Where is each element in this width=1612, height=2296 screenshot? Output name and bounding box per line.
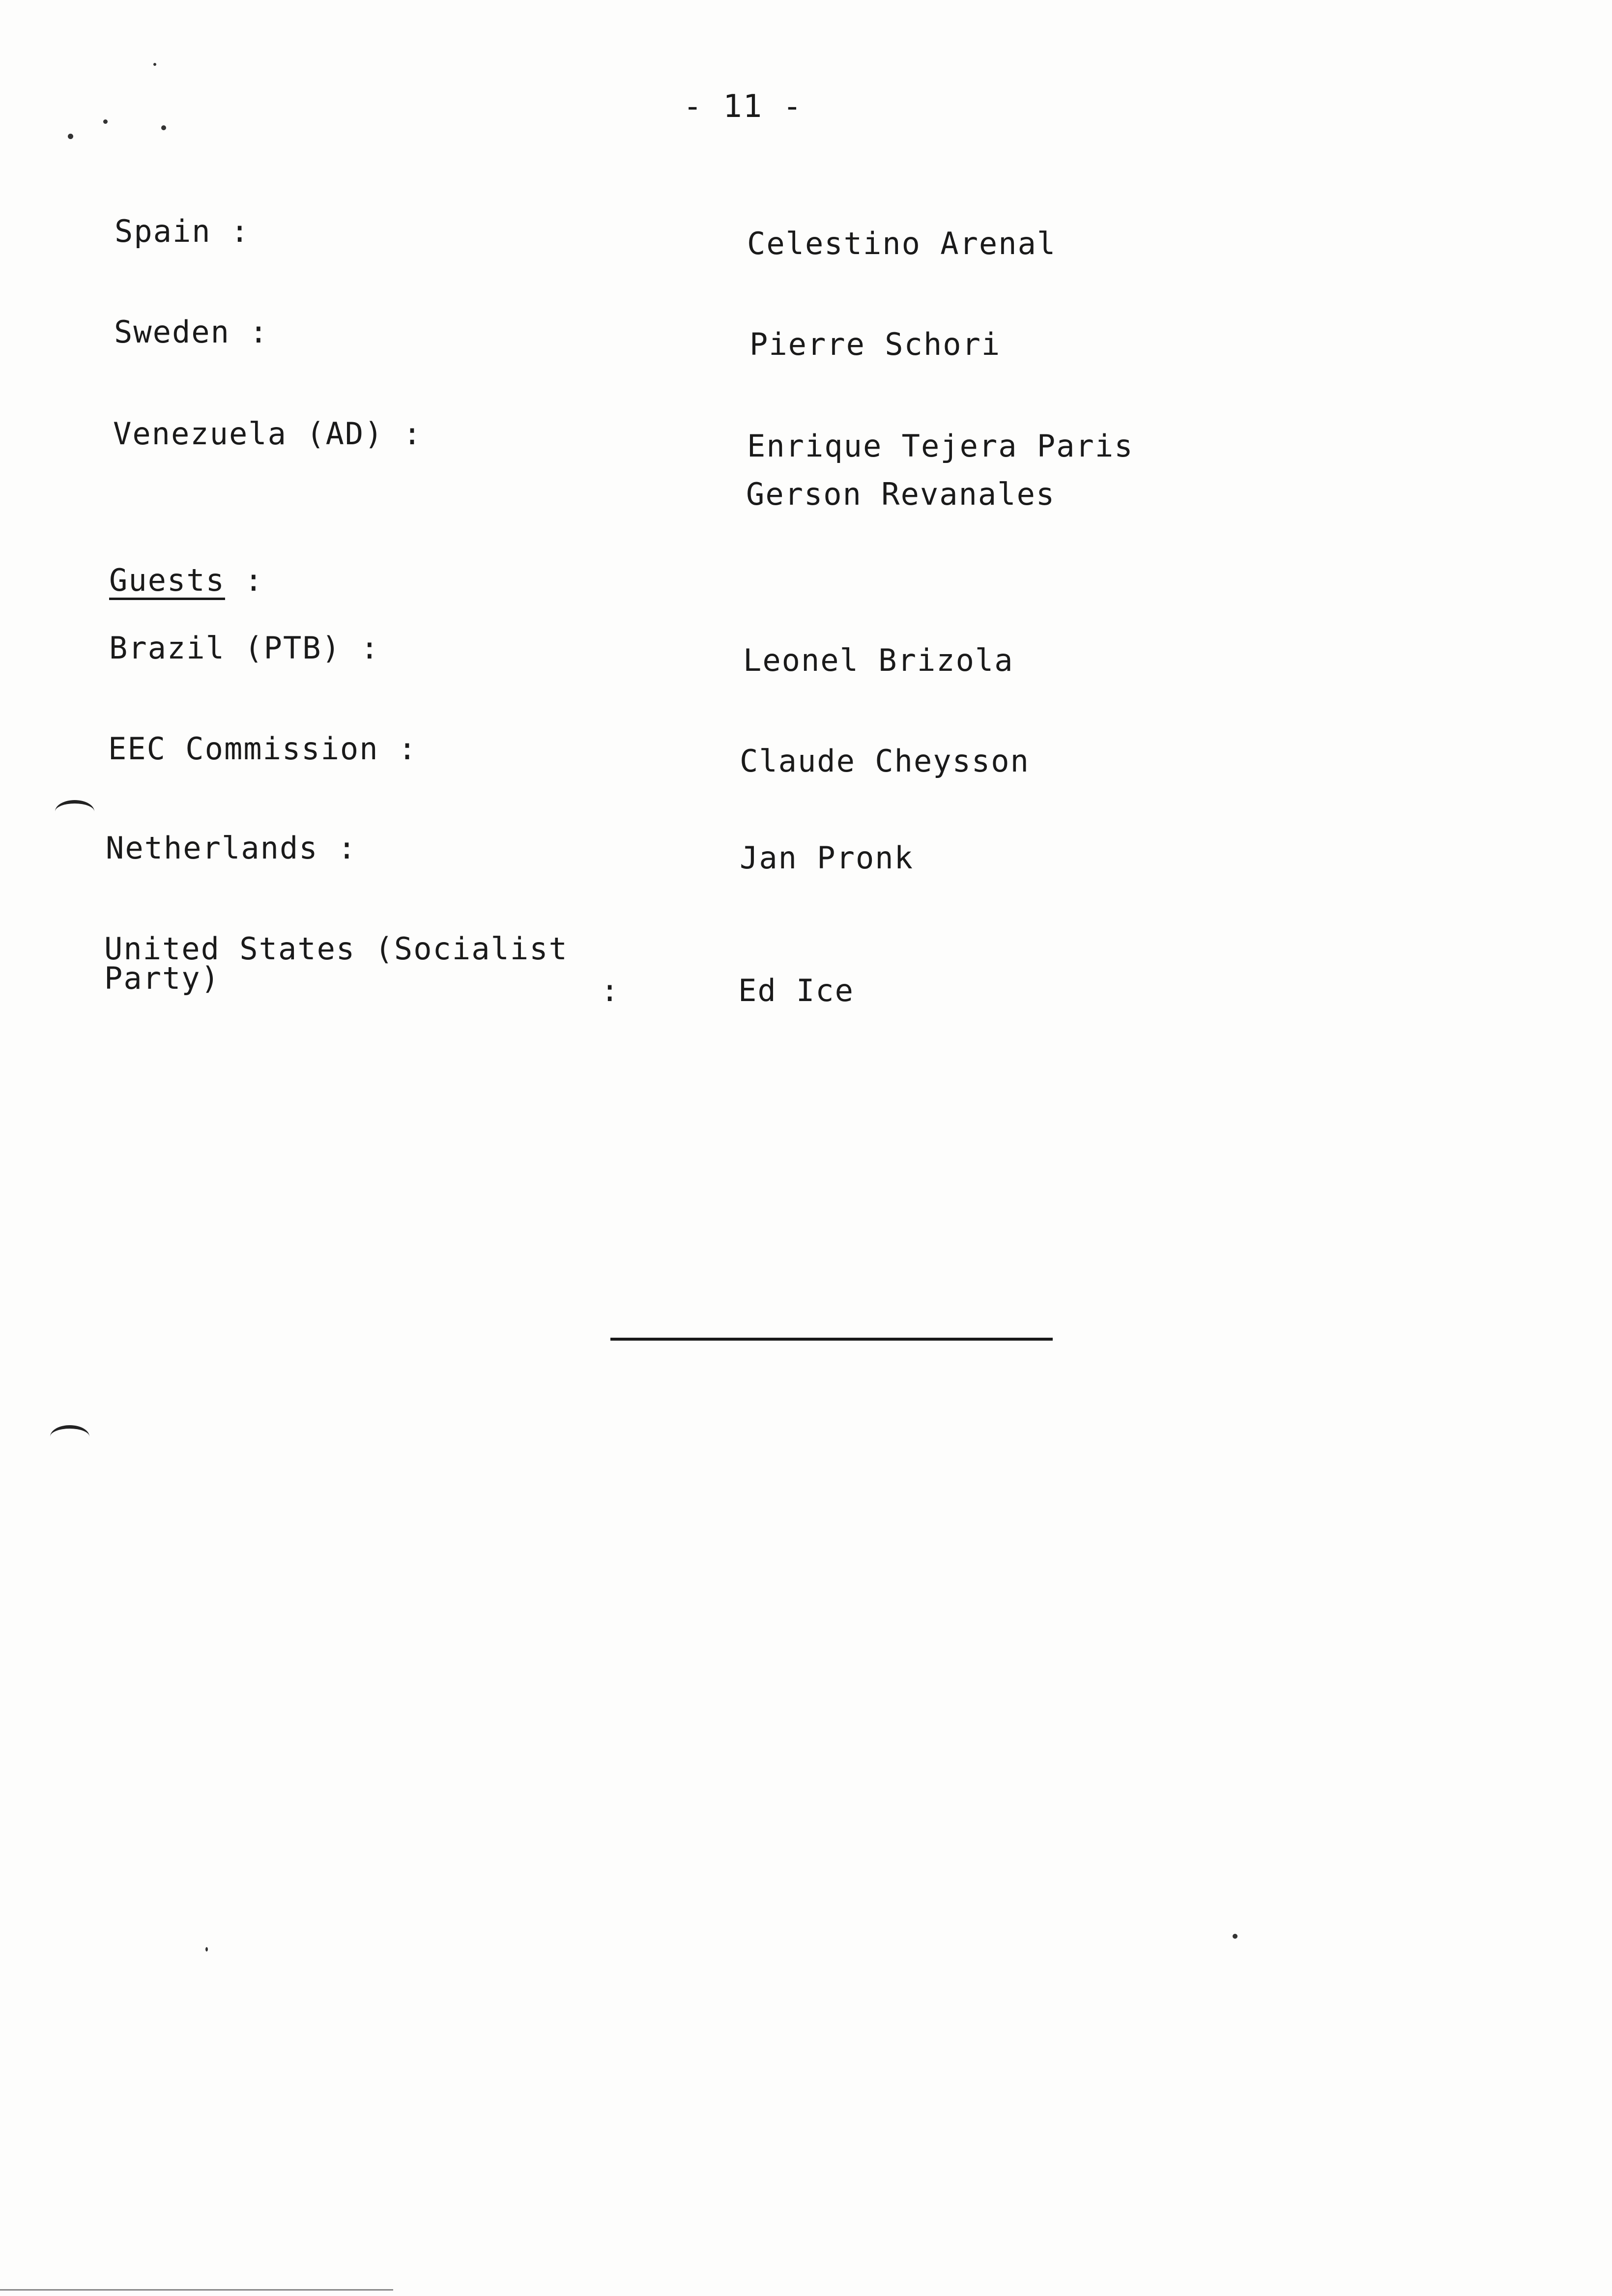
speck xyxy=(205,1947,208,1952)
country-eec: EEC Commission : xyxy=(108,731,418,767)
name-spain-1: Celestino Arenal xyxy=(747,226,1057,261)
name-eec-1: Claude Cheysson xyxy=(740,743,1030,779)
speck xyxy=(103,119,108,124)
page-number: - 11 - xyxy=(683,88,803,125)
country-us-colon: : xyxy=(601,973,620,1008)
speck xyxy=(161,125,166,130)
country-brazil: Brazil (PTB) : xyxy=(109,630,380,666)
punch-hole-mark-1 xyxy=(55,800,94,823)
guests-heading: Guests xyxy=(109,562,225,598)
name-brazil-1: Leonel Brizola xyxy=(743,642,1014,678)
country-venezuela: Venezuela (AD) : xyxy=(113,416,423,452)
speck xyxy=(153,63,156,66)
name-netherlands-1: Jan Pronk xyxy=(740,840,914,876)
speck xyxy=(1233,1934,1238,1939)
country-netherlands: Netherlands : xyxy=(106,830,357,866)
name-venezuela-1: Enrique Tejera Paris xyxy=(747,428,1134,464)
guests-heading-colon: : xyxy=(244,562,264,598)
country-us-line2: Party) xyxy=(104,960,220,996)
country-sweden: Sweden : xyxy=(114,314,269,350)
speck xyxy=(68,134,73,139)
name-sweden-1: Pierre Schori xyxy=(749,326,1001,362)
guests-heading-row xyxy=(109,562,264,598)
country-us-line1: United States (Socialist xyxy=(104,931,568,967)
name-us-1: Ed Ice xyxy=(738,973,854,1008)
name-venezuela-2: Gerson Revanales xyxy=(746,476,1056,512)
punch-hole-mark-2 xyxy=(50,1425,89,1448)
country-spain: Spain : xyxy=(115,213,250,249)
closing-rule xyxy=(610,1338,1053,1341)
bottom-edge-line xyxy=(0,2289,393,2291)
